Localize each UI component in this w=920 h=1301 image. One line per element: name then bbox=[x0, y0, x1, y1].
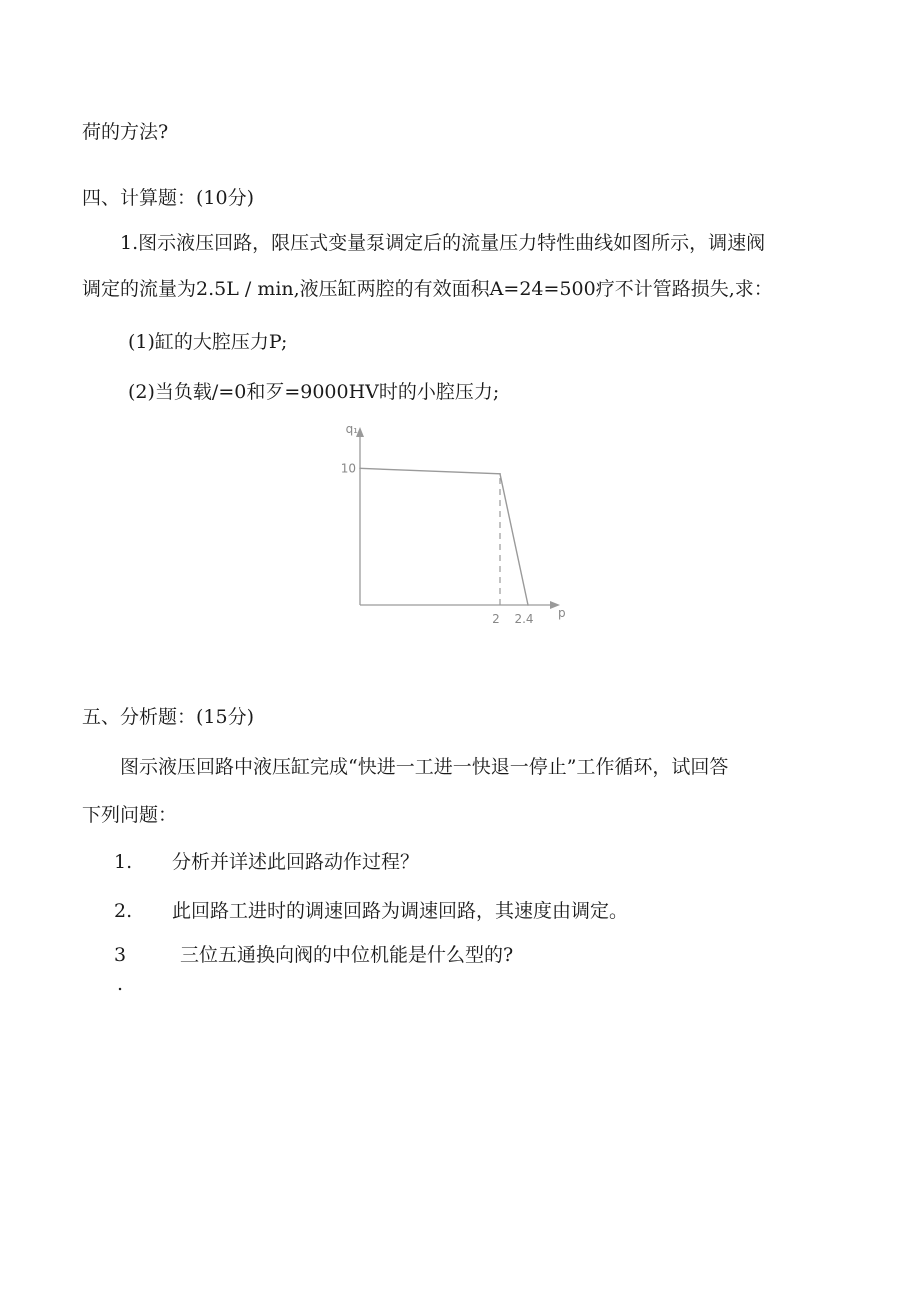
question-item-2 bbox=[114, 899, 714, 923]
q1-text-line2: 调定的流量为2.5L / min,液压缸两腔的有效面积A=24=500疗不计管路损失,求： bbox=[82, 278, 773, 300]
section4-heading: 四、计算题：(10分) bbox=[82, 187, 255, 209]
q1-subquestion-2: (2)当负载/=0和歹=9000HV时的小腔压力; bbox=[128, 381, 500, 403]
characteristic-curve bbox=[360, 468, 528, 605]
q1-subquestion-1: (1)缸的大腔压力P; bbox=[128, 331, 288, 353]
y-axis-label: q₁ bbox=[345, 422, 358, 436]
chart-axes bbox=[356, 427, 560, 609]
data-point bbox=[527, 604, 529, 606]
item-number: 2. bbox=[114, 900, 133, 922]
data-point bbox=[499, 473, 501, 475]
trailing-mark: . bbox=[117, 973, 124, 995]
chart-marks bbox=[359, 468, 529, 606]
data-point bbox=[359, 468, 361, 470]
item-number: 3 bbox=[114, 944, 127, 966]
continuation-text: 荷的方法? bbox=[82, 121, 169, 143]
q1-text-line1: 1.图示液压回路，限压式变量泵调定后的流量压力特性曲线如图所示，调速阀 bbox=[120, 232, 766, 254]
x-tick-label: 2 bbox=[492, 612, 500, 626]
y-tick-label: 10 bbox=[340, 461, 356, 476]
question-item-1 bbox=[114, 850, 714, 874]
flow-pressure-chart bbox=[320, 415, 580, 640]
chart-labels bbox=[341, 422, 566, 626]
question-item-3 bbox=[114, 943, 714, 967]
section5-heading: 五、分析题：(15分) bbox=[82, 706, 255, 728]
x-tick-label: 2.4 bbox=[514, 612, 534, 626]
item-text: 三位五通换向阀的中位机能是什么型的? bbox=[180, 944, 514, 966]
section5-intro-line1: 图示液压回路中液压缸完成“快进一工进一快退一停止”工作循环，试回答 bbox=[120, 756, 729, 778]
section5-intro-line2: 下列问题： bbox=[82, 804, 178, 826]
x-axis-label: p bbox=[558, 606, 566, 620]
item-text: 分析并详述此回路动作过程？ bbox=[172, 851, 420, 873]
item-text: 此回路工进时的调速回路为调速回路，其速度由调定。 bbox=[172, 900, 629, 922]
item-number: 1. bbox=[114, 851, 133, 873]
